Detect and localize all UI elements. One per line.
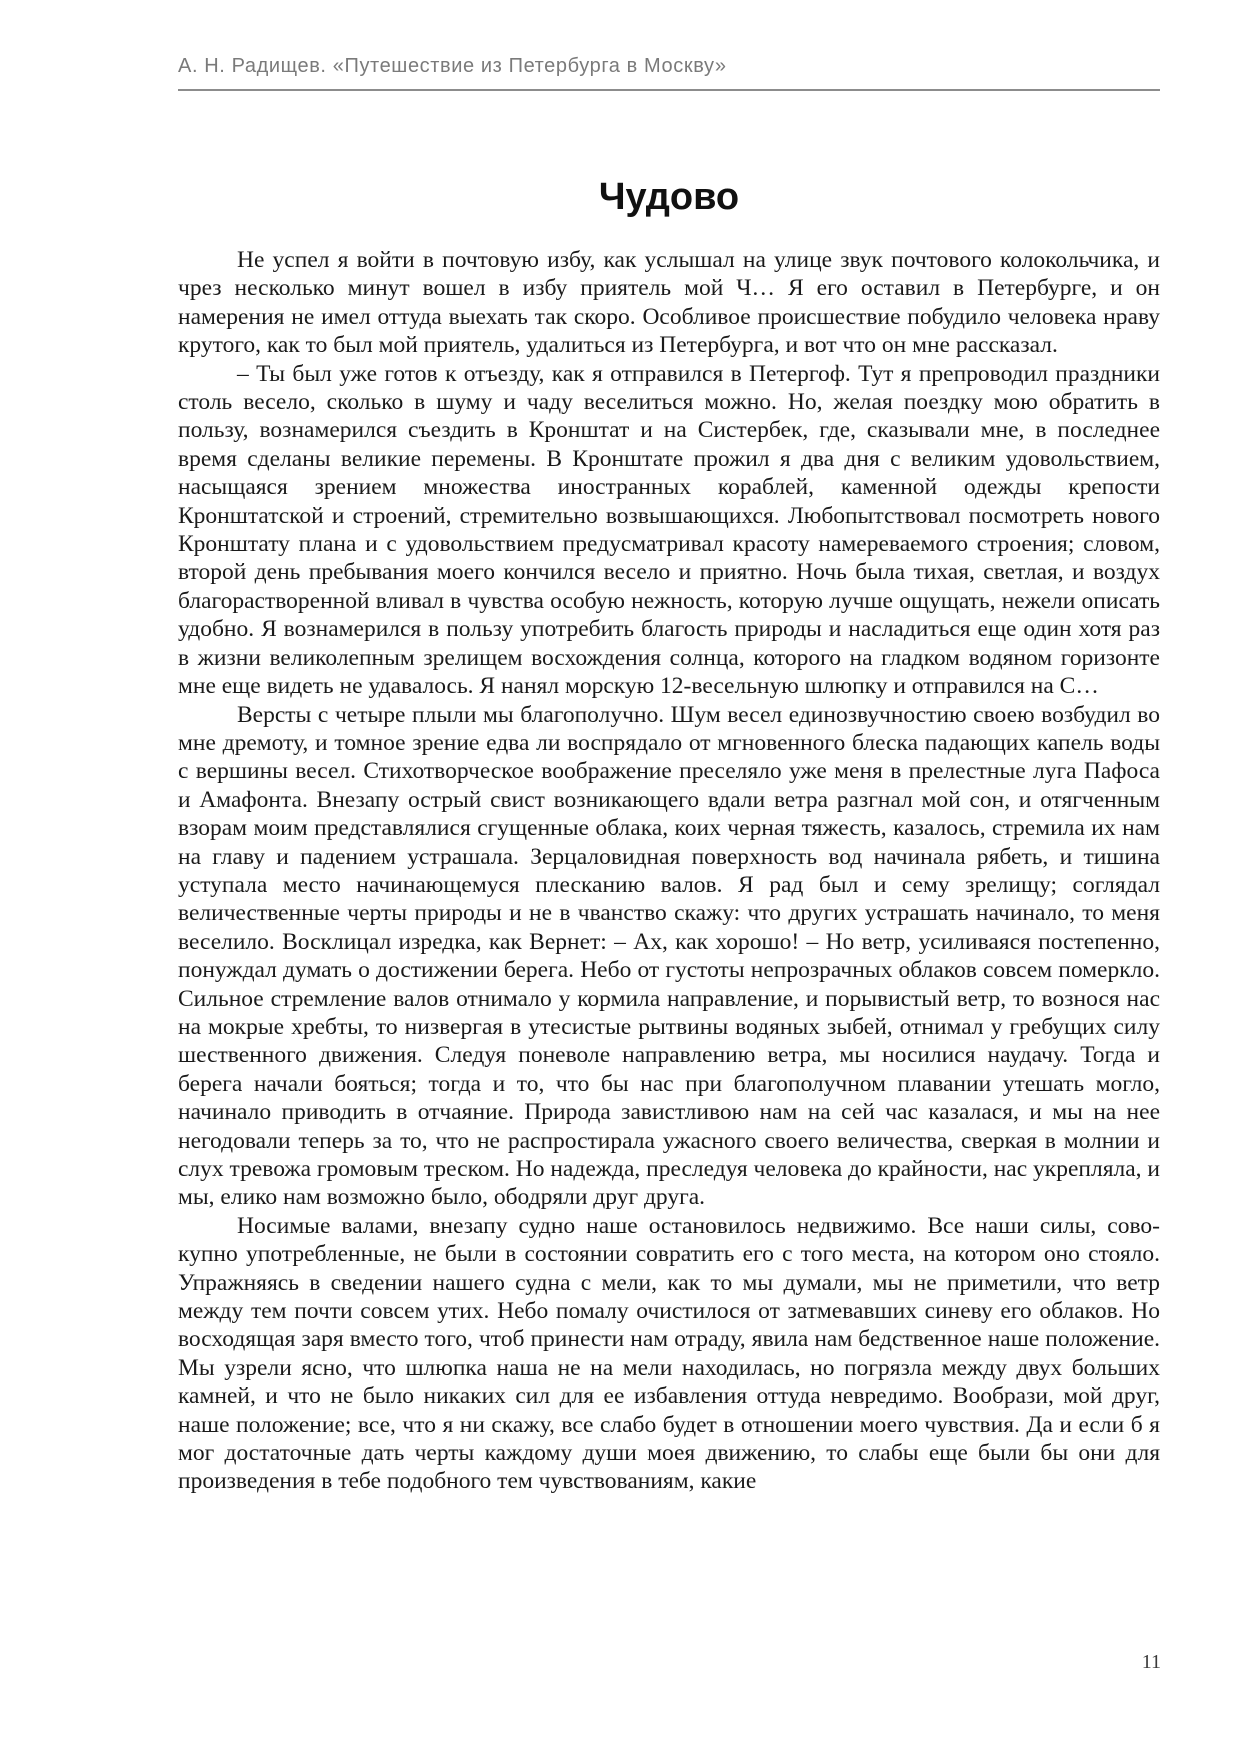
paragraph: Носимые валами, внезапу судно наше остановилось недвижимо. Все наши силы, совокупно употребленные, не были в состоянии совратить его с того места, на котором оно стояло. Упражняясь в сведении нашего судна с мели, как то мы думали, мы не приметили, что ветр между тем почти совсем утих. Небо помалу очистилося от затмевавших синеву его облаков. Но восходящая заря вместо того, чтоб принести нам отраду, явила нам бедственное наше положение. Мы узрели ясно, что шлюпка наша не на мели находилась, но погрязла между двух больших камней, и что не было никаких сил для ее избавления оттуда невредимо. Вообрази, мой друг, наше положение; все, что я ни скажу, все слабо будет в отношении моего чувствия. Да и если б я мог достаточные дать черты каждому души моея движению, то слабы еще были бы они для произведения в тебе подобного тем чувствованиям, какие xyxy=(178,1212,1160,1495)
header-rule xyxy=(178,89,1160,91)
paragraph: – Ты был уже готов к отъезду, как я отправился в Петергоф. Тут я препроводил праздники столь весело, сколько в шуму и чаду веселиться можно. Но, желая поездку мою обратить в пользу, вознамерился съездить в Кронштат и на Систербек, где, сказывали мне, в последнее время сделаны великие перемены. В Кронштате прожил я два дня с великим удовольствием, насыщаяся зрением множества иностранных кораблей, каменной одежды крепости Кронштатской и строений, стремительно возвышающихся. Любопытствовал посмотреть нового Кронштату плана и с удовольствием предусматривал красоту намереваемого строения; словом, второй день пребывания моего кончился весело и приятно. Ночь была тихая, светлая, и воздух благорастворенной вливал в чувства особую нежность, которую лучше ощущать, нежели описать удобно. Я вознамерился в пользу употребить благость природы и насладиться еще один хотя раз в жизни великолепным зрелищем восхождения солнца, которого на гладком водяном горизонте мне еще видеть не удавалось. Я нанял морскую 12-весельную шлюпку и отправился на С… xyxy=(178,360,1160,700)
chapter-title: Чудово xyxy=(598,176,740,218)
page-number: 11 xyxy=(1141,1651,1161,1673)
paragraph: Версты с четыре плыли мы благополучно. Шум весел единозвучностию своею возбудил во мне дремоту, и томное зрение едва ли воспрядало от мгновенного блеска падающих капель воды с вершины весел. Стихотворческое воображение преселяло уже меня в прелестные луга Пафоса и Амафонта. Внезапу острый свист возникающего вдали ветра разгнал мой сон, и отягченным взорам моим представлялися сгущенные облака, коих черная тяжесть, казалось, стремила их нам на главу и падением устрашала. Зерцаловидная поверхность вод начинала рябеть, и тишина уступала место начинающемуся плесканию валов. Я рад был и сему зрелищу; соглядал величественные черты природы и не в чванство скажу: что других устрашать начинало, то меня веселило. Восклицал изредка, как Вернет: – Ах, как хорошо! – Но ветр, усиливаяся постепенно, понуждал думать о достижении берега. Небо от густоты непрозрачных облаков совсем померкло. Сильное стремление валов отнимало у кормила направление, и порывистый ветр, то вознося нас на мокрые хребты, то низвергая в утесистые рытвины водяных зыбей, отнимал у гребущих силу шественного движения. Следуя поневоле направлению ветра, мы носилися наудачу. Тогда и берега начали бояться; тогда и то, что бы нас при благополучном плавании утешать могло, начинало приводить в отчаяние. Природа завистливою нам на сей час казалася, и мы на нее негодовали теперь за то, что не распростирала ужасного своего величества, сверкая в молнии и слух тревожа громовым треском. Но надежда, преследуя человека до крайности, нас укрепляла, и мы, елико нам возможно было, ободряли друг друга. xyxy=(178,701,1160,1211)
paragraph: Не успел я войти в почтовую избу, как услышал на улице звук почтового колокольчика, и чрез несколько минут вошел в избу приятель мой Ч… Я его оставил в Петербурге, и он намерения не имел оттуда выехать так скоро. Особливое происшествие побудило человека нраву крутого, как то был мой приятель, удалиться из Петербурга, и вот что он мне рассказал. xyxy=(178,247,1160,359)
running-head: А. Н. Радищев. «Путешествие из Петербурга в Москву» xyxy=(178,55,727,77)
body-text xyxy=(178,246,1160,1496)
